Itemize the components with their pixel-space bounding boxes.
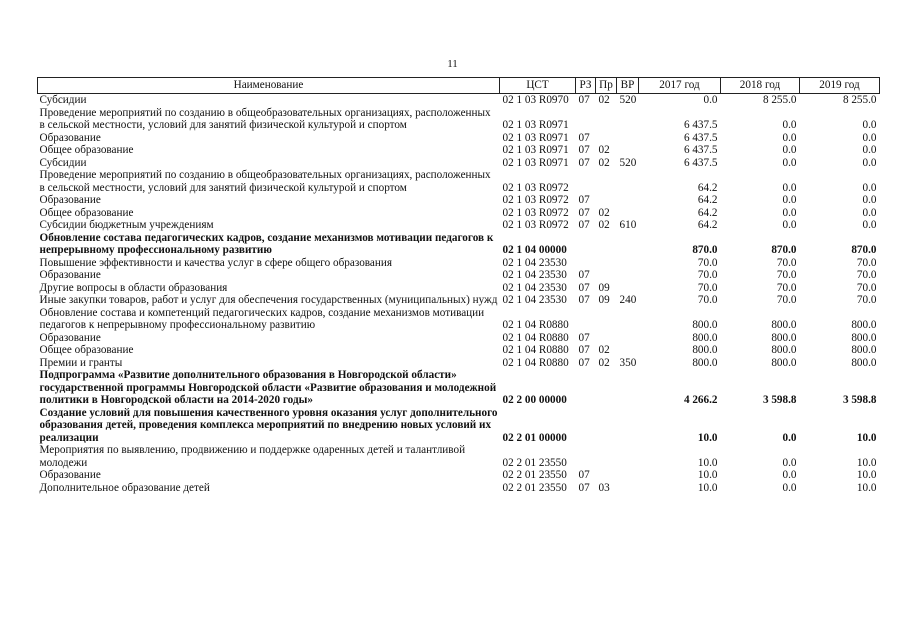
row-2018: 0.0 — [782, 481, 797, 494]
row-rz: 07 — [578, 294, 590, 306]
table-row — [38, 94, 880, 107]
row-name: Повышение эффективности и качества услуг в сфере общего образования — [39, 256, 393, 269]
row-vr: 610 — [619, 219, 637, 231]
row-rz — [576, 444, 596, 469]
row-cst: 02 1 03 R0971 — [502, 156, 569, 169]
row-cst: 02 1 03 R0971 — [502, 144, 569, 156]
row-name: Образование — [39, 469, 101, 481]
row-2019: 0.0 — [862, 206, 877, 219]
row-2017: 70.0 — [697, 294, 718, 306]
row-name: Общее образование — [39, 344, 134, 356]
row-vr: 520 — [619, 94, 637, 106]
header-vr: ВР — [617, 78, 639, 94]
page-number: 11 — [447, 58, 458, 70]
row-pr: 02 — [598, 144, 610, 156]
row-2017: 64.2 — [697, 194, 718, 206]
row-cst: 02 1 04 23530 — [502, 256, 567, 269]
table-row — [38, 444, 880, 469]
row-vr — [617, 332, 639, 345]
row-cst: 02 1 04 R0880 — [502, 344, 569, 356]
row-vr: 240 — [619, 294, 637, 306]
row-2018: 8 255.0 — [762, 94, 797, 106]
table-row — [38, 157, 880, 170]
row-pr — [596, 332, 617, 345]
row-name: Общее образование — [39, 144, 134, 156]
row-2018: 870.0 — [771, 244, 797, 256]
row-vr — [617, 169, 639, 194]
row-2018: 0.0 — [782, 469, 797, 481]
header-2018: 2018 год — [721, 78, 800, 94]
row-cst: 02 1 03 R0970 — [502, 94, 569, 106]
row-vr — [617, 257, 639, 270]
header-2019: 2019 год — [800, 78, 880, 94]
row-name: Образование — [39, 331, 101, 344]
row-pr: 02 — [598, 156, 610, 169]
row-2018: 0.0 — [782, 156, 797, 169]
row-2017: 70.0 — [697, 256, 718, 269]
table-row — [38, 282, 880, 295]
row-2018: 0.0 — [782, 219, 797, 231]
row-2018: 800.0 — [771, 344, 797, 356]
row-name: Проведение мероприятий по созданию в общеобразовательных организациях, расположенных в сельской местности, условий для занятий физической культурой и спортом — [39, 169, 491, 194]
row-rz: 07 — [578, 344, 590, 356]
row-rz: 07 — [578, 469, 590, 481]
row-name: Иные закупки товаров, работ и услуг для обеспечения государственных (муниципальных) нужд — [39, 294, 498, 306]
row-pr — [596, 469, 617, 482]
row-pr — [596, 407, 617, 445]
row-vr — [617, 144, 639, 157]
row-cst: 02 1 04 23530 — [502, 269, 567, 281]
budget-table — [37, 77, 880, 494]
row-rz — [576, 232, 596, 257]
row-2018: 0.0 — [782, 181, 797, 194]
row-pr — [596, 369, 617, 407]
table-row — [38, 294, 880, 307]
row-name: Дополнительное образование детей — [39, 481, 210, 494]
row-rz: 07 — [578, 281, 590, 294]
row-2017: 4 266.2 — [683, 394, 718, 406]
row-vr — [617, 107, 639, 132]
row-rz: 07 — [578, 144, 590, 156]
table-row — [38, 407, 880, 445]
row-pr: 02 — [598, 94, 610, 106]
row-cst: 02 1 03 R0971 — [502, 131, 569, 144]
row-2019: 800.0 — [851, 356, 877, 369]
row-2018: 0.0 — [782, 144, 797, 156]
row-cst: 02 1 03 R0972 — [502, 219, 569, 231]
row-rz: 07 — [578, 481, 590, 494]
row-2017: 6 437.5 — [683, 144, 718, 156]
row-pr: 03 — [598, 481, 610, 494]
row-rz — [576, 307, 596, 332]
table-row — [38, 332, 880, 345]
table-row — [38, 144, 880, 157]
row-2018: 0.0 — [782, 194, 797, 206]
row-2018: 70.0 — [776, 294, 797, 306]
row-pr — [596, 444, 617, 469]
row-cst: 02 2 01 23550 — [502, 469, 567, 481]
row-2017: 870.0 — [692, 244, 718, 256]
table-row — [38, 107, 880, 132]
row-2018: 0.0 — [782, 431, 797, 444]
row-vr — [617, 444, 639, 469]
table-row — [38, 482, 880, 495]
row-2018: 70.0 — [776, 281, 797, 294]
row-2019: 870.0 — [851, 244, 877, 256]
row-2019: 10.0 — [856, 469, 877, 481]
row-2019: 800.0 — [851, 319, 877, 331]
row-rz: 07 — [578, 131, 590, 144]
row-vr: 520 — [619, 156, 637, 169]
row-2017: 64.2 — [697, 181, 718, 194]
row-vr — [617, 307, 639, 332]
row-name: Создание условий для повышения качественного уровня оказания услуг дополнительного образования детей, проведения комплекса мероприятий по внедрению новых условий их реализации — [39, 406, 498, 444]
row-rz: 07 — [578, 331, 590, 344]
row-cst: 02 1 04 23530 — [502, 281, 567, 294]
row-pr: 02 — [598, 356, 610, 369]
table-row — [38, 232, 880, 257]
row-name: Другие вопросы в области образования — [39, 281, 228, 294]
row-2017: 0.0 — [703, 94, 718, 106]
row-2019: 0.0 — [862, 119, 877, 131]
table-row — [38, 132, 880, 145]
row-2017: 10.0 — [697, 456, 718, 469]
row-pr — [596, 307, 617, 332]
row-2018: 800.0 — [771, 356, 797, 369]
row-2019: 10.0 — [856, 456, 877, 469]
row-pr — [596, 269, 617, 282]
row-2017: 10.0 — [697, 481, 718, 494]
row-2019: 800.0 — [851, 331, 877, 344]
table-row — [38, 194, 880, 207]
row-rz — [576, 407, 596, 445]
row-2018: 800.0 — [771, 319, 797, 331]
row-vr — [617, 469, 639, 482]
row-2017: 70.0 — [697, 269, 718, 281]
table-row — [38, 169, 880, 194]
row-2019: 70.0 — [856, 294, 877, 306]
row-pr — [596, 107, 617, 132]
table-row — [38, 219, 880, 232]
row-cst: 02 1 03 R0971 — [502, 119, 569, 131]
header-name: Наименование — [38, 78, 500, 94]
row-2017: 10.0 — [697, 469, 718, 481]
row-2019: 70.0 — [856, 269, 877, 281]
table-row — [38, 257, 880, 270]
row-pr — [596, 132, 617, 145]
row-name: Образование — [39, 131, 101, 144]
row-name: Мероприятия по выявлению, продвижению и поддержке одаренных детей и талантливой молодежи — [39, 444, 466, 469]
row-cst: 02 1 04 R0880 — [502, 331, 569, 344]
row-2019: 0.0 — [862, 219, 877, 231]
row-2017: 10.0 — [697, 431, 718, 444]
row-2019: 0.0 — [862, 144, 877, 156]
row-rz — [576, 369, 596, 407]
row-pr — [596, 232, 617, 257]
table-row — [38, 344, 880, 357]
row-2017: 6 437.5 — [683, 156, 718, 169]
row-cst: 02 1 03 R0972 — [502, 194, 569, 206]
row-rz: 07 — [578, 206, 590, 219]
row-vr — [617, 282, 639, 295]
row-pr: 02 — [598, 206, 610, 219]
row-2017: 6 437.5 — [683, 119, 718, 131]
row-2018: 0.0 — [782, 131, 797, 144]
row-2018: 70.0 — [776, 269, 797, 281]
table-body — [38, 94, 880, 495]
row-2017: 70.0 — [697, 281, 718, 294]
table-row — [38, 269, 880, 282]
row-rz: 07 — [578, 156, 590, 169]
row-2018: 0.0 — [782, 119, 797, 131]
row-2019: 0.0 — [862, 156, 877, 169]
row-vr — [617, 407, 639, 445]
row-rz: 07 — [578, 269, 590, 281]
row-2018: 0.0 — [782, 456, 797, 469]
row-name: Обновление состава педагогических кадров, создание механизмов мотивации педагогов к непрерывному профессиональному развитию — [39, 231, 494, 256]
table-row — [38, 469, 880, 482]
row-name: Субсидии — [39, 156, 87, 169]
row-cst: 02 1 04 R0880 — [502, 319, 569, 331]
table-row — [38, 307, 880, 332]
row-cst: 02 1 03 R0972 — [502, 206, 569, 219]
row-2019: 8 255.0 — [842, 94, 877, 106]
row-2017: 800.0 — [692, 356, 718, 369]
row-rz — [576, 257, 596, 270]
row-vr — [617, 482, 639, 495]
row-2017: 800.0 — [692, 344, 718, 356]
header-pr: Пр — [596, 78, 617, 94]
row-2017: 64.2 — [697, 206, 718, 219]
row-name: Проведение мероприятий по созданию в общеобразовательных организациях, расположенных в сельской местности, условий для занятий физической культурой и спортом — [39, 106, 491, 131]
row-cst: 02 1 04 23530 — [502, 294, 567, 306]
row-2019: 10.0 — [856, 431, 877, 444]
row-pr: 09 — [598, 294, 610, 306]
header-2017: 2017 год — [639, 78, 721, 94]
row-name: Общее образование — [39, 206, 134, 219]
row-cst: 02 1 04 00000 — [502, 244, 567, 256]
row-cst: 02 2 00 00000 — [502, 394, 567, 406]
row-pr — [596, 169, 617, 194]
header-rz: РЗ — [576, 78, 596, 94]
row-vr — [617, 194, 639, 207]
row-name: Субсидии бюджетным учреждениям — [39, 219, 214, 231]
row-cst: 02 2 01 23550 — [502, 456, 567, 469]
table-row — [38, 369, 880, 407]
row-2017: 800.0 — [692, 331, 718, 344]
row-rz: 07 — [578, 356, 590, 369]
row-2019: 3 598.8 — [842, 394, 877, 406]
row-2018: 3 598.8 — [762, 394, 797, 406]
row-2019: 10.0 — [856, 481, 877, 494]
row-rz: 07 — [578, 94, 590, 106]
row-rz: 07 — [578, 219, 590, 231]
row-2018: 70.0 — [776, 256, 797, 269]
row-vr — [617, 207, 639, 220]
row-rz — [576, 107, 596, 132]
row-cst: 02 2 01 00000 — [502, 431, 567, 444]
row-2017: 800.0 — [692, 319, 718, 331]
row-vr — [617, 232, 639, 257]
row-2017: 64.2 — [697, 219, 718, 231]
row-pr — [596, 194, 617, 207]
row-name: Подпрограмма «Развитие дополнительного образования в Новгородской области» государственной программы Новгородской области «Развитие образования и молодежной политики в Новгородской области на 2014-2020 годы» — [39, 369, 497, 406]
row-2019: 0.0 — [862, 131, 877, 144]
row-cst: 02 1 03 R0972 — [502, 181, 569, 194]
row-name: Премии и гранты — [39, 356, 123, 369]
row-name: Образование — [39, 194, 101, 206]
row-2019: 70.0 — [856, 256, 877, 269]
header-cst: ЦСТ — [500, 78, 576, 94]
row-vr: 350 — [619, 356, 637, 369]
row-2019: 0.0 — [862, 181, 877, 194]
row-2018: 0.0 — [782, 206, 797, 219]
row-cst: 02 2 01 23550 — [502, 481, 567, 494]
row-2019: 0.0 — [862, 194, 877, 206]
row-2019: 70.0 — [856, 281, 877, 294]
row-cst: 02 1 04 R0880 — [502, 356, 569, 369]
row-vr — [617, 132, 639, 145]
row-2017: 6 437.5 — [683, 131, 718, 144]
row-2018: 800.0 — [771, 331, 797, 344]
row-name: Образование — [39, 269, 101, 281]
table-row — [38, 207, 880, 220]
row-name: Субсидии — [39, 94, 87, 106]
row-pr — [596, 257, 617, 270]
row-pr: 02 — [598, 344, 610, 356]
row-rz: 07 — [578, 194, 590, 206]
table-header-row — [38, 78, 880, 94]
row-rz — [576, 169, 596, 194]
row-vr — [617, 369, 639, 407]
row-pr: 09 — [598, 281, 610, 294]
row-vr — [617, 269, 639, 282]
row-name: Обновление состава и компетенций педагогических кадров, создание механизмов мотивации педагогов к непрерывному профессиональному развитию — [39, 306, 485, 331]
row-pr: 02 — [598, 219, 610, 231]
row-2019: 800.0 — [851, 344, 877, 356]
row-vr — [617, 344, 639, 357]
table-row — [38, 357, 880, 370]
